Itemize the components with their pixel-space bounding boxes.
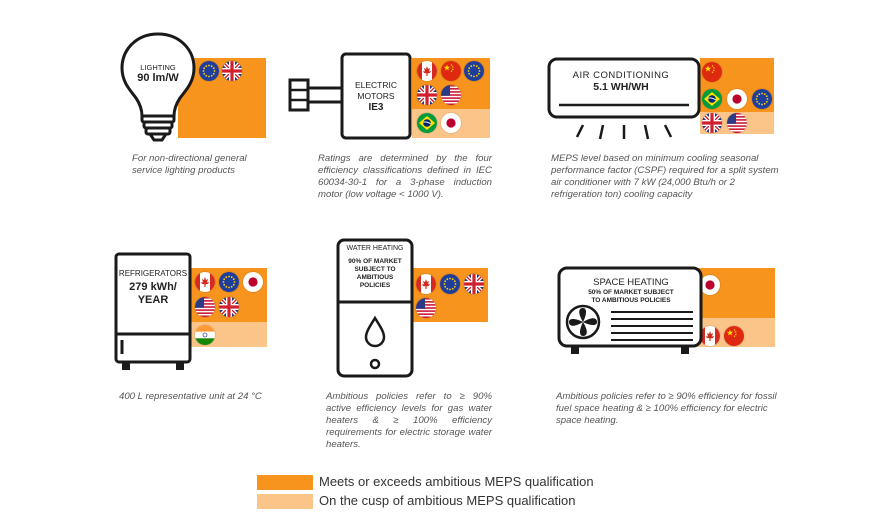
usa-flag-icon	[416, 298, 436, 318]
japan-flag-icon	[243, 272, 263, 292]
water-caption: Ambitious policies refer to ≥ 90% active efficiency levels for gas water heaters & ≥ 100% efficiency requirements for electric storage water heaters.	[326, 391, 492, 450]
fridge-title: REFRIGERATORS	[118, 269, 188, 278]
china-flag-icon	[441, 61, 461, 81]
motors-title-line1: ELECTRIC	[354, 80, 398, 90]
uk-flag-icon	[464, 274, 484, 294]
lighting-caption: For non-directional general service lighting products	[132, 153, 247, 176]
air-conditioner-icon	[545, 55, 705, 145]
brazil-flag-icon	[417, 113, 437, 133]
fridge-value-line1: 279 kWh/	[129, 281, 177, 293]
legend-cusp-label: On the cusp of ambitious MEPS qualification	[319, 493, 576, 508]
motors-caption: Ratings are determined by the four efficiency classifications defined in IEC 60034-30-1 for a 3-phase induction motor (low voltage < 1000 V).	[318, 153, 492, 200]
india-flag-icon	[195, 325, 215, 345]
ac-value: 5.1 WH/WH	[593, 81, 649, 93]
canada-flag-icon	[195, 272, 215, 292]
motors-title-line2: MOTORS	[357, 91, 395, 101]
usa-flag-icon	[727, 113, 747, 133]
uk-flag-icon	[702, 113, 722, 133]
fridge-caption: 400 L representative unit at 24 °C	[119, 391, 262, 402]
eu-flag-icon	[464, 61, 484, 81]
ac-title: AIR CONDITIONING	[572, 70, 670, 81]
uk-flag-icon	[222, 61, 242, 81]
legend-cusp-swatch	[257, 494, 313, 509]
space-caption: Ambitious policies refer to ≥ 90% efficiency for fossil fuel space heating & ≥ 100% efficiency for electric space heating.	[556, 391, 777, 426]
legend-meets-swatch	[257, 475, 313, 490]
japan-flag-icon	[441, 113, 461, 133]
usa-flag-icon	[195, 297, 215, 317]
water-value-line1: 90% OF MARKET	[348, 258, 402, 265]
water-title: WATER HEATING	[346, 245, 404, 252]
eu-flag-icon	[440, 274, 460, 294]
light-bulb-icon	[118, 30, 198, 145]
ac-caption: MEPS level based on minimum cooling seasonal performance factor (CSPF) required for a split system air conditioner with 7 kW (24,000 Btu/h or 2 refrigeration ton) cooling capacity	[551, 153, 779, 200]
motors-value: IE3	[368, 102, 384, 113]
eu-flag-icon	[752, 89, 772, 109]
lighting-value: 90 lm/W	[137, 72, 179, 84]
brazil-flag-icon	[702, 89, 722, 109]
uk-flag-icon	[219, 297, 239, 317]
canada-flag-icon	[417, 61, 437, 81]
japan-flag-icon	[727, 89, 747, 109]
fridge-value-line2: YEAR	[137, 294, 169, 306]
eu-flag-icon	[199, 61, 219, 81]
legend-meets-label: Meets or exceeds ambitious MEPS qualification	[319, 474, 594, 489]
eu-flag-icon	[219, 272, 239, 292]
china-flag-icon	[702, 62, 722, 82]
water-value-line2: SUBJECT TO	[354, 266, 396, 273]
space-value-line2: TO AMBITIOUS POLICIES	[591, 297, 671, 304]
water-value-line3: AMBITIOUS	[356, 274, 394, 281]
china-flag-icon	[724, 326, 744, 346]
usa-flag-icon	[441, 85, 461, 105]
canada-flag-icon	[416, 274, 436, 294]
uk-flag-icon	[417, 85, 437, 105]
space-value-line1: 50% OF MARKET SUBJECT	[588, 289, 674, 296]
lighting-title: LIGHTING	[140, 63, 176, 72]
water-value-line4: POLICIES	[359, 282, 391, 289]
space-title: SPACE HEATING	[593, 277, 669, 288]
